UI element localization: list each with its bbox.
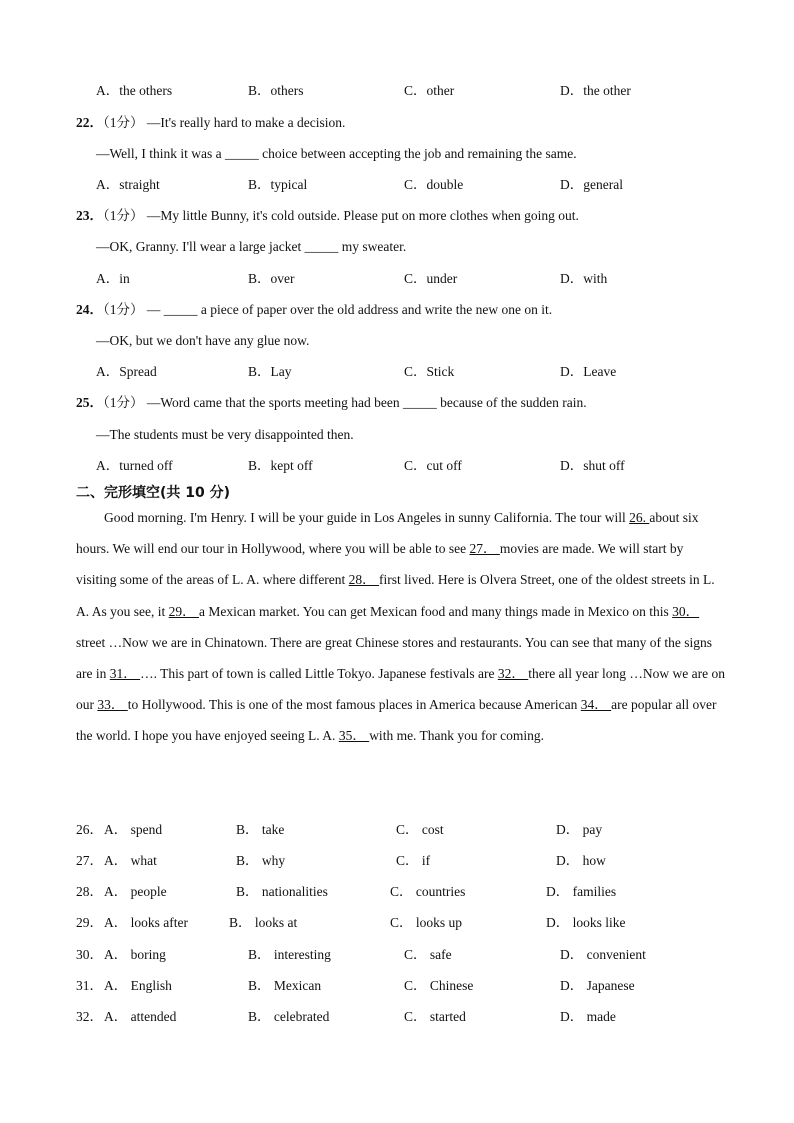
blank-35[interactable]: 35． [338,728,370,744]
passage-paragraph [76,502,726,752]
passage-text: to Hollywood. This is one of the most famous places in America because American [127,697,581,713]
q32-option-c[interactable]: C． started [404,1009,466,1024]
blank-33[interactable]: 33． [97,697,128,713]
q31-option-b[interactable]: B． Mexican [248,978,322,993]
q24-option-a[interactable]: A．Spread [96,364,157,379]
q25-option-a[interactable]: A．turned off [96,458,173,473]
q28-option-c[interactable]: C． countries [390,884,466,899]
cloze-number: 31． [76,978,103,993]
question-line-1: — _____ a piece of paper over the old address and write the new one on it. [146,302,553,317]
q23-option-a[interactable]: A．in [96,271,130,286]
cloze-number: 30． [76,947,103,962]
blank-30[interactable]: 30． [672,603,700,619]
q21-option-c[interactable]: C．other [404,83,455,98]
q25-option-c[interactable]: C．cut off [404,458,462,473]
cloze-row-32 [76,1008,103,1026]
blank-29[interactable]: 29． [168,603,199,619]
q29-option-d[interactable]: D． looks like [546,915,626,930]
question-score: （1分） [103,208,144,223]
q27-option-a[interactable]: A． what [104,853,157,868]
cloze-row-30 [76,946,103,964]
blank-34[interactable]: 34． [580,697,612,713]
question-line-1: —It's really hard to make a decision. [146,115,346,130]
cloze-row-27 [76,852,103,870]
q24-option-c[interactable]: C．Stick [404,364,455,379]
cloze-row-28 [76,883,103,901]
question-score: （1分） [103,115,144,130]
blank-32[interactable]: 32． [497,666,529,682]
q30-option-d[interactable]: D． convenient [560,947,646,962]
blank-26[interactable]: 26. [629,510,650,525]
q25-option-d[interactable]: D．shut off [560,458,625,473]
q21-option-b[interactable]: B．others [248,83,304,98]
q29-option-b[interactable]: B． looks at [229,915,298,930]
q28-option-a[interactable]: A． people [104,884,167,899]
section-title: 二、完形填空(共 10 分) [76,485,231,501]
q27-option-d[interactable]: D． how [556,853,606,868]
q26-option-c[interactable]: C． cost [396,822,444,837]
question-score: （1分） [103,302,144,317]
q31-option-d[interactable]: D． Japanese [560,978,635,993]
question-23-line-2: —OK, Granny. I'll wear a large jacket _____ my sweater. [96,239,407,254]
q26-option-d[interactable]: D． pay [556,822,603,837]
cloze-row-31 [76,977,103,995]
q22-option-d[interactable]: D．general [560,177,623,192]
q24-option-b[interactable]: B．Lay [248,364,292,379]
q32-option-d[interactable]: D． made [560,1009,616,1024]
blank-31[interactable]: 31． [109,666,141,682]
question-line-1: —Word came that the sports meeting had been _____ because of the sudden rain. [146,395,587,410]
blank-28[interactable]: 28． [348,572,380,588]
q21-option-d[interactable]: D．the other [560,83,631,98]
question-number: 25． [76,395,103,410]
q30-option-c[interactable]: C． safe [404,947,452,962]
q28-option-b[interactable]: B． nationalities [236,884,328,899]
passage-text: there all year long …Now we are on our [76,666,726,713]
q32-option-b[interactable]: B． celebrated [248,1009,330,1024]
cloze-row-29 [76,914,103,932]
passage-text: Good morning. I'm Henry. I will be your guide in Los Angeles in sunny California. The tour will [104,510,630,525]
q26-option-a[interactable]: A． spend [104,822,163,837]
q23-option-c[interactable]: C．under [404,271,458,286]
cloze-number: 27． [76,853,103,868]
q27-option-c[interactable]: C． if [396,853,431,868]
question-number: 23． [76,208,103,223]
cloze-number: 32． [76,1009,103,1024]
q22-option-b[interactable]: B．typical [248,177,308,192]
cloze-passage [76,502,726,752]
q23-option-d[interactable]: D．with [560,271,608,286]
passage-text: …. This part of town is called Little Tokyo. Japanese festivals are [140,666,498,682]
q21-option-a[interactable]: A．the others [96,83,173,98]
q22-option-c[interactable]: C．double [404,177,464,192]
question-number: 24． [76,302,103,317]
q32-option-a[interactable]: A． attended [104,1009,177,1024]
q29-option-c[interactable]: C． looks up [390,915,463,930]
q25-option-b[interactable]: B．kept off [248,458,313,473]
q24-option-d[interactable]: D．Leave [560,364,617,379]
q29-option-a[interactable]: A． looks after [104,915,188,930]
cloze-row-26 [76,821,103,839]
q26-option-b[interactable]: B． take [236,822,285,837]
q28-option-d[interactable]: D． families [546,884,617,899]
passage-text: movies are made. We will start by visiting some of the areas of L. A. where different [76,541,684,588]
cloze-number: 26． [76,822,103,837]
passage-text: first lived. Here is Olvera Street, one of the oldest streets in L. A. As you see, it [76,572,715,619]
passage-text: street …Now we are in Chinatown. There are great Chinese stores and restaurants. You can see that many of the signs are in [76,634,712,682]
question-22-line-2: —Well, I think it was a _____ choice between accepting the job and remaining the same. [96,146,577,161]
q27-option-b[interactable]: B． why [236,853,286,868]
passage-text: with me. Thank you for coming. [369,728,545,744]
question-23 [76,207,579,225]
passage-text: about six hours. We will end our tour in Hollywood, where you will be able to see [76,510,699,557]
question-score: （1分） [103,395,144,410]
passage-text: are popular all over the world. I hope you have enjoyed seeing L. A. [76,697,717,744]
question-25-line-2: —The students must be very disappointed then. [96,427,354,442]
blank-27[interactable]: 27． [469,541,500,557]
q23-option-b[interactable]: B．over [248,271,295,286]
q30-option-a[interactable]: A． boring [104,947,166,962]
q30-option-b[interactable]: B． interesting [248,947,331,962]
q31-option-c[interactable]: C． Chinese [404,978,474,993]
cloze-number: 28． [76,884,103,899]
q31-option-a[interactable]: A． English [104,978,172,993]
question-24-line-2: —OK, but we don't have any glue now. [96,333,310,348]
q22-option-a[interactable]: A．straight [96,177,160,192]
cloze-number: 29． [76,915,103,930]
passage-text: a Mexican market. You can get Mexican food and many things made in Mexico on this [199,603,673,619]
question-line-1: —My little Bunny, it's cold outside. Please put on more clothes when going out. [146,208,579,223]
question-25 [76,394,587,412]
question-number: 22． [76,115,103,130]
question-22 [76,114,345,132]
question-24 [76,301,552,319]
